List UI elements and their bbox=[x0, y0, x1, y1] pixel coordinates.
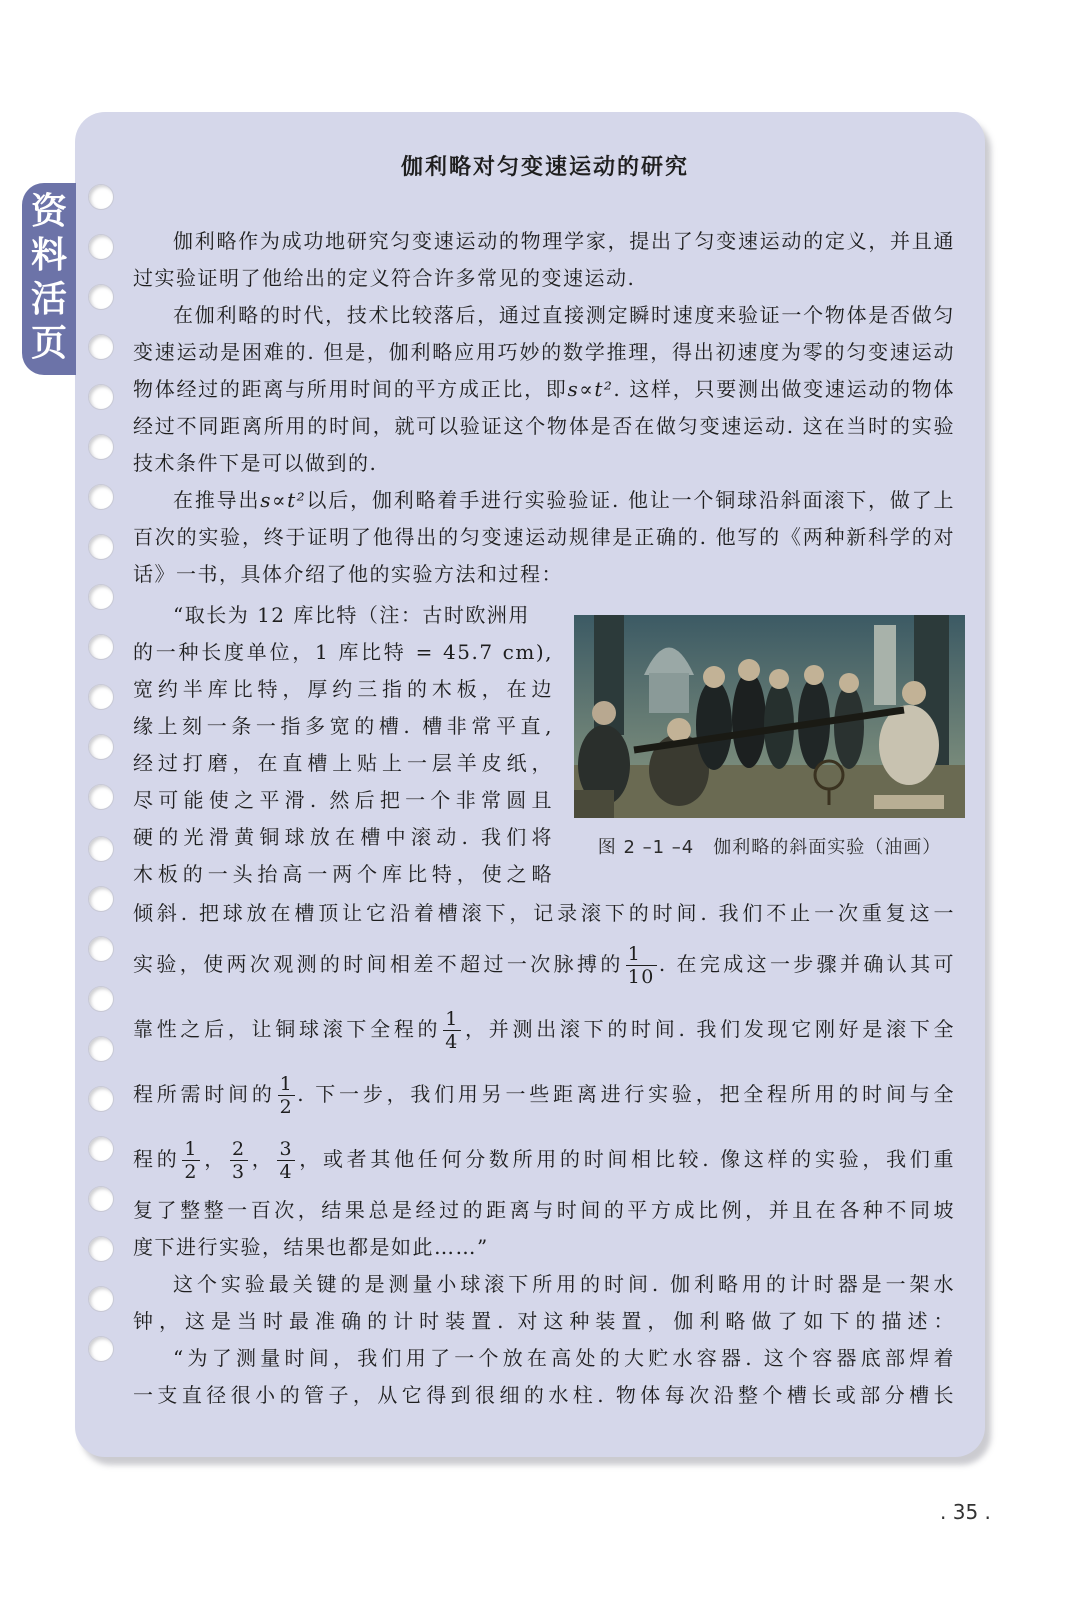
text-line: 在推导出 bbox=[173, 488, 261, 512]
page-number: . 35 . bbox=[940, 1500, 991, 1524]
galileo-painting-image bbox=[574, 615, 965, 818]
text-line: “取长为 12 库比特（注：古时欧洲用 bbox=[173, 603, 530, 627]
fraction-denominator: 4 bbox=[279, 1161, 294, 1183]
text-line: 经过打磨，在直槽上贴上一层羊皮纸， bbox=[133, 751, 553, 775]
fraction-one-half bbox=[278, 1073, 296, 1118]
fraction-numerator: 1 bbox=[445, 1008, 459, 1030]
text-line-with-fraction bbox=[133, 932, 955, 997]
paragraph-3 bbox=[133, 482, 955, 593]
text-line: 尽可能使之平滑. 然后把一个非常圆且 bbox=[133, 788, 553, 812]
binder-ring bbox=[88, 584, 114, 610]
side-tab-char: 料 bbox=[30, 235, 67, 276]
binder-rings bbox=[88, 0, 118, 1599]
text-segment: . 下一步，我们用另一些距离进行实验，把全程所用的时间与全 bbox=[297, 1082, 955, 1106]
text-segment: 靠性之后，让铜球滚下全程的 bbox=[133, 1017, 442, 1041]
binder-ring bbox=[88, 836, 114, 862]
text-segment: 程的 bbox=[133, 1147, 181, 1171]
figure-caption: 图 2 –1 –4 伽利略的斜面实验（油画） bbox=[597, 837, 942, 858]
formula: s∝t² bbox=[260, 488, 307, 512]
text-line: 宽约半库比特，厚约三指的木板，在边 bbox=[133, 677, 553, 701]
text-line: 在伽利略的时代，技术比较落后，通过直接测定瞬时速度来验证一个物体是 bbox=[173, 303, 891, 327]
binder-ring bbox=[88, 384, 114, 410]
text-line: 并且通过实验证明了他给出的定义符合许多常见的变速运动. bbox=[133, 229, 956, 290]
binder-ring bbox=[88, 484, 114, 510]
separator: ， bbox=[249, 1147, 276, 1171]
binder-ring bbox=[88, 886, 114, 912]
side-tab-char: 页 bbox=[30, 323, 67, 364]
text-segment: ，或者其他任何分数所用的时间相比较. 像这样的实验，我们重 bbox=[297, 1147, 956, 1171]
intro-text bbox=[133, 223, 955, 593]
side-tab bbox=[22, 183, 76, 375]
binder-ring bbox=[88, 234, 114, 260]
text-line: 变速运动. 这在当时的实验技术条件下是可以做到的. bbox=[133, 414, 955, 475]
text-line: 一支直径很小的管子，从它得到很细的水柱. 物体每次沿整个槽长或部分槽长 bbox=[133, 1383, 955, 1407]
binder-ring bbox=[88, 434, 114, 460]
binder-ring bbox=[88, 684, 114, 710]
fraction-numerator: 1 bbox=[184, 1138, 199, 1160]
fraction-one-tenth bbox=[626, 943, 657, 988]
paragraph-2 bbox=[133, 297, 955, 482]
fraction-numerator: 3 bbox=[279, 1138, 294, 1160]
binder-ring bbox=[88, 634, 114, 660]
binder-ring bbox=[88, 334, 114, 360]
painting-illustration bbox=[574, 615, 965, 818]
fraction-numerator: 2 bbox=[231, 1138, 246, 1160]
binder-ring bbox=[88, 1036, 114, 1062]
side-tab-char: 活 bbox=[30, 279, 67, 320]
text-line: 做了上百次的实验，终于证明了他得出的匀变速运动规律是正确的. 他写的《两 bbox=[133, 488, 956, 549]
binder-ring bbox=[88, 534, 114, 560]
binder-ring bbox=[88, 1236, 114, 1262]
fraction-denominator: 10 bbox=[627, 966, 655, 988]
fraction-denominator: 2 bbox=[184, 1161, 199, 1183]
binder-ring bbox=[88, 1186, 114, 1212]
formula: s∝t² bbox=[567, 377, 614, 401]
text-line: 以后，伽利略着手进行实验验证. 他让一个铜球沿斜面滚下， bbox=[306, 488, 890, 512]
binder-ring bbox=[88, 1336, 114, 1362]
text-line: 否做匀变速运动是困难的. 但是，伽利略应用巧妙的数学推理，得出初速度为零 bbox=[133, 303, 956, 364]
binder-ring bbox=[88, 284, 114, 310]
binder-ring bbox=[88, 1286, 114, 1312]
binder-ring bbox=[88, 1086, 114, 1112]
binder-ring bbox=[88, 734, 114, 760]
fraction-one-quarter bbox=[443, 1008, 461, 1053]
binder-ring bbox=[88, 936, 114, 962]
binder-ring bbox=[88, 184, 114, 210]
fraction-three-quarters bbox=[277, 1138, 295, 1183]
text-line: 种新科学的对话》一书，具体介绍了他的实验方法和过程： bbox=[133, 525, 956, 586]
text-segment: 实验，使两次观测的时间相差不超过一次脉搏的 bbox=[133, 952, 624, 976]
text-line-with-fraction bbox=[133, 997, 955, 1062]
binder-ring bbox=[88, 784, 114, 810]
paragraph-1 bbox=[133, 223, 955, 297]
fraction-numerator: 1 bbox=[626, 943, 657, 966]
text-line: . 这样，只要测 bbox=[613, 377, 760, 401]
text-line: 的一种长度单位，1 库比特 = 45.7 cm), bbox=[133, 640, 553, 664]
separator: ， bbox=[202, 1147, 228, 1171]
fraction-denominator: 2 bbox=[279, 1096, 294, 1118]
fraction-two-thirds bbox=[230, 1138, 248, 1183]
text-line: “为了测量时间，我们用了一个放在高处的大贮水容器. 这个容器底部焊着 bbox=[173, 1346, 955, 1370]
text-segment: ，并测出滚下的时间. 我们发现它刚好是滚下全 bbox=[462, 1017, 955, 1041]
text-segment: . 在完成这一步骤并确认其可 bbox=[658, 952, 956, 976]
text-line: 钟，这是当时最准确的计时装置. 对这种装置，伽利略做了如下的描述： bbox=[133, 1309, 955, 1333]
fraction-denominator: 4 bbox=[445, 1031, 459, 1053]
text-segment: 程所需时间的 bbox=[133, 1082, 276, 1106]
fraction-denominator: 3 bbox=[231, 1161, 246, 1183]
text-line: 伽利略作为成功地研究匀变速运动的物理学家，提出了匀变速运动的定义， bbox=[173, 229, 891, 253]
fraction-numerator: 1 bbox=[279, 1073, 294, 1095]
binder-ring bbox=[88, 986, 114, 1012]
binder-ring bbox=[88, 1136, 114, 1162]
text-line: 倾斜. 把球放在槽顶让它沿着槽滚下，记录滚下的时间. 我们不止一次重复这一 bbox=[133, 901, 955, 925]
quote-wide-column bbox=[133, 895, 955, 1414]
side-tab-char: 资 bbox=[30, 191, 67, 232]
text-line: 缘上刻一条一指多宽的槽. 槽非常平直, bbox=[133, 714, 553, 738]
text-line-with-fraction bbox=[133, 1062, 955, 1127]
text-line: 木板的一头抬高一两个库比特，使之略 bbox=[133, 862, 553, 886]
text-line: 复了整整一百次，结果总是经过的距离与时间的平方成比例，并且在各种不同坡 bbox=[133, 1198, 955, 1222]
article-title: 伽利略对匀变速运动的研究 bbox=[400, 155, 689, 180]
text-line: 硬的光滑黄铜球放在槽中滚动. 我们将 bbox=[133, 825, 553, 849]
quote-narrow-column bbox=[133, 597, 553, 893]
text-line: 度下进行实验，结果也都是如此……” bbox=[133, 1235, 489, 1259]
text-line: 的匀变速运动物体经过的距离与所用时间的平方成正比，即 bbox=[133, 340, 956, 401]
text-line: 这个实验最关键的是测量小球滚下所用的时间. 伽利略用的计时器是一架水 bbox=[173, 1272, 955, 1296]
text-line: 出做变速运动的物体经过不同距离所用的时间，就可以验证这个物体是否在做匀 bbox=[133, 377, 956, 438]
text-line-with-fraction bbox=[133, 1127, 955, 1192]
fraction-one-half bbox=[182, 1138, 200, 1183]
